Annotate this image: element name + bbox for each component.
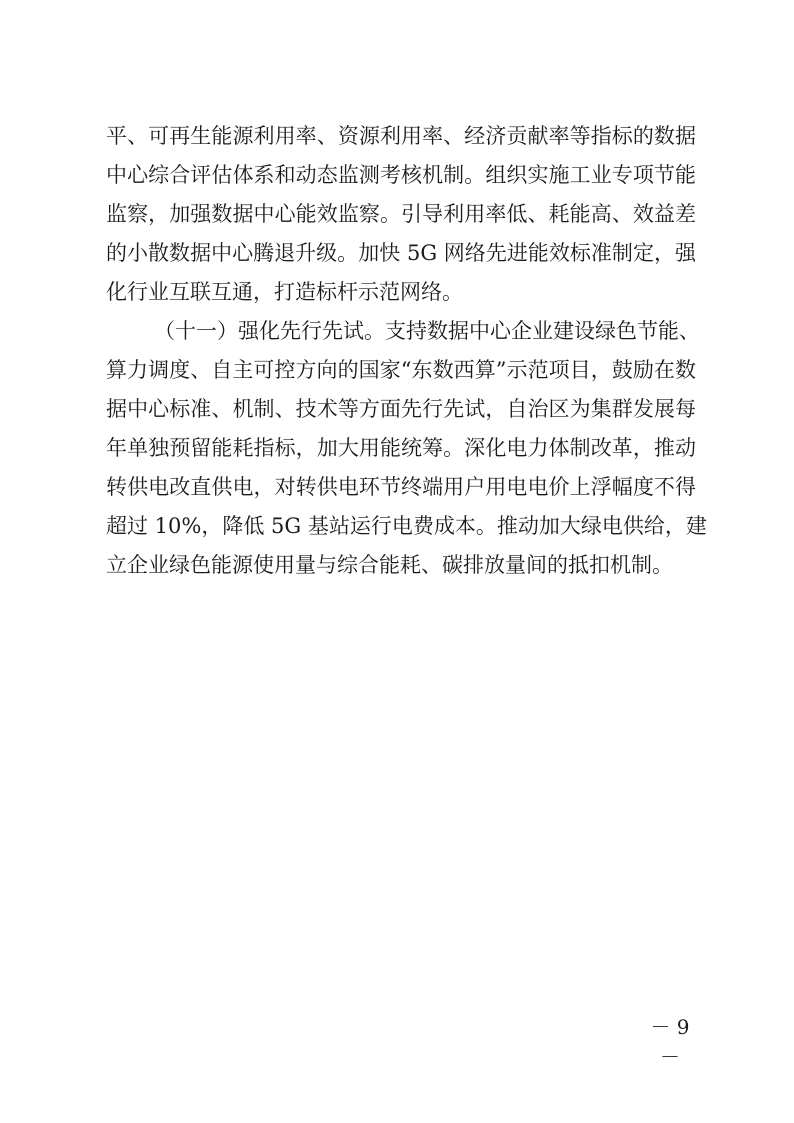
text-line: 平、可再生能源利用率、资源利用率、经济贡献率等指标的数据 — [106, 124, 696, 148]
text-line: 监察，加强数据中心能效监察。引导利用率低、耗能高、效益差 — [106, 202, 696, 226]
text-line: 化行业互联互通，打造标杆示范网络。 — [106, 280, 463, 304]
text-line: 的小散数据中心腾退升级。加快 5G 网络先进能效标准制定，强 — [106, 241, 696, 265]
section-heading-line: （十一）强化先行先试。支持数据中心企业建设绿色节能、 — [154, 319, 700, 343]
body-text — [106, 117, 707, 585]
paragraph-section-11 — [106, 312, 707, 585]
text-line: 超过 10%，降低 5G 基站运行电费成本。推动加大绿电供给，建 — [106, 514, 707, 538]
text-line: 转供电改直供电，对转供电环节终端用户用电电价上浮幅度不得 — [106, 475, 696, 499]
text-line: 据中心标准、机制、技术等方面先行先试，自治区为集群发展每 — [106, 397, 696, 421]
text-line: 中心综合评估体系和动态监测考核机制。组织实施工业专项节能 — [106, 163, 696, 187]
text-line: 算力调度、自主可控方向的国家“东数西算”示范项目，鼓励在数 — [106, 358, 696, 382]
text-line: 年单独预留能耗指标，加大用能统筹。深化电力体制改革，推动 — [106, 436, 696, 460]
text-line: 立企业绿色能源使用量与综合能耗、碳排放量间的抵扣机制。 — [106, 553, 673, 577]
paragraph-continuation — [106, 117, 696, 312]
page-number: － 9 － — [650, 1015, 690, 1069]
